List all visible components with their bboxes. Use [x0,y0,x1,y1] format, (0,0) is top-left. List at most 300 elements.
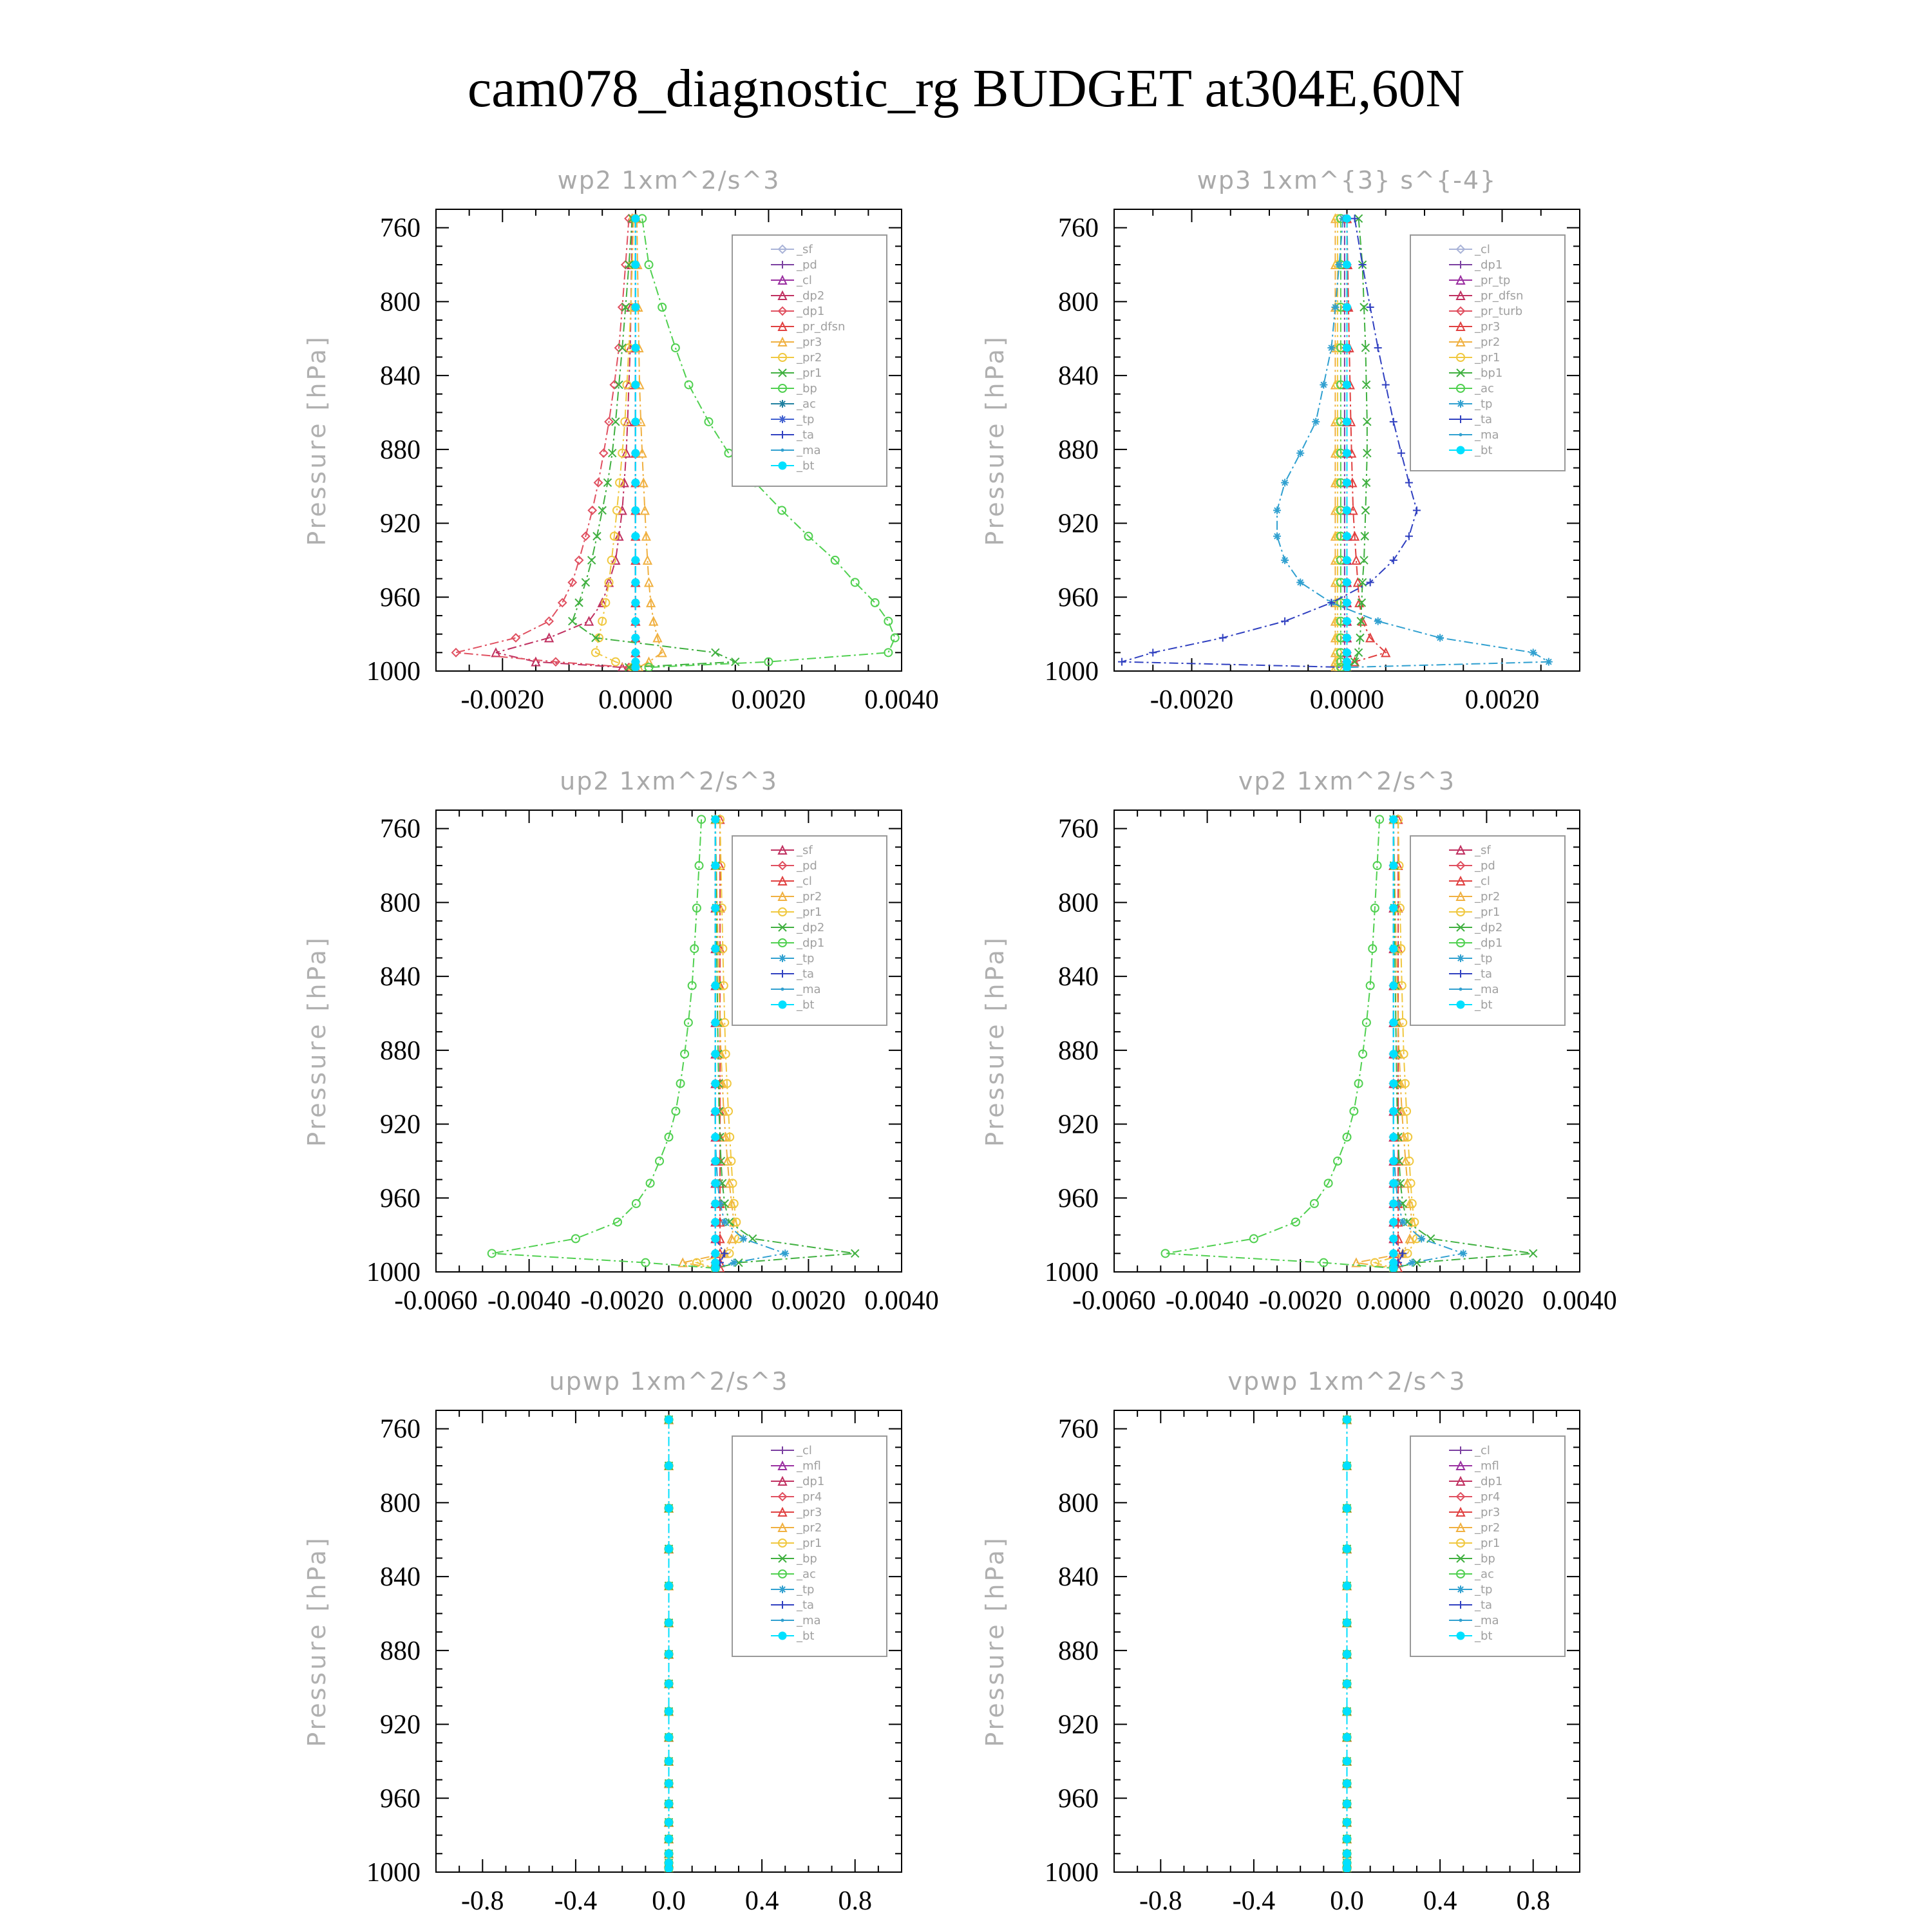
data-point [632,506,639,514]
legend-marker [1459,1619,1463,1622]
data-point [712,981,719,989]
legend [1410,235,1565,471]
legend-marker [1457,446,1464,454]
x-tick-label: -0.0020 [1150,685,1234,715]
legend-label: _pr2 [797,890,822,904]
legend-label: _ma [797,1614,821,1627]
legend-label: _dp1 [1475,258,1503,272]
legend-label: _cl [797,875,812,888]
data-point [1343,1545,1351,1553]
data-point [1343,634,1351,641]
panel-title: up2 1xm^2/s^3 [560,767,778,795]
legend-label: _ac [1475,382,1494,395]
legend-label: _tp [797,952,815,965]
data-point [1343,450,1351,457]
data-point [632,450,639,457]
y-tick-label: 920 [380,509,421,539]
data-point [665,1819,673,1826]
x-tick-label: 0.0020 [1464,685,1540,715]
data-point [665,1800,673,1808]
panel-title: wp2 1xm^2/s^3 [557,166,781,194]
legend-label: _bp [797,382,817,395]
y-axis-label: Pressure [hPa] [981,334,1009,546]
data-point [632,599,639,607]
legend-label: _dp2 [1475,921,1503,934]
panel-title: vp2 1xm^2/s^3 [1238,767,1456,795]
x-tick-label: 0.0 [652,1886,686,1916]
legend-label: _pr1 [1475,905,1501,919]
x-tick-label: -0.0020 [460,685,545,715]
legend-label: _tp [1475,952,1493,965]
data-point [1390,1107,1397,1115]
y-tick-label: 840 [1058,1562,1099,1593]
x-tick-label: -0.0020 [580,1286,664,1316]
y-axis-label: Pressure [hPa] [303,334,331,546]
legend-label: _bp [1475,1552,1495,1566]
data-point [1390,815,1397,823]
data-point [1273,533,1281,540]
legend-label: _pr3 [1475,1506,1501,1519]
data-point [1343,1582,1351,1589]
x-tick-label: 0.0040 [864,685,939,715]
data-point [1343,1462,1351,1470]
y-tick-label: 1000 [366,1258,421,1287]
legend [732,235,887,486]
data-point [1390,981,1397,989]
data-point [712,815,719,823]
x-tick-label: 0.8 [1516,1886,1550,1916]
data-point [712,945,719,952]
data-point [632,618,639,625]
x-tick-label: 0.0020 [731,685,806,715]
data-point [712,904,719,912]
data-point [1390,1019,1397,1027]
data-point [1390,1050,1397,1058]
x-tick-label: -0.0040 [1165,1286,1249,1316]
data-point [632,649,639,656]
y-tick-label: 920 [1058,1710,1099,1740]
data-point [1343,381,1351,388]
data-point [1343,1864,1351,1872]
y-axis-label: Pressure [hPa] [303,1535,331,1747]
y-tick-label: 760 [1058,814,1099,844]
y-tick-label: 880 [1058,1036,1099,1066]
y-tick-label: 920 [1058,1110,1099,1140]
data-point [632,344,639,352]
data-point [712,1157,719,1165]
data-point [1343,418,1351,426]
x-tick-label: -0.8 [461,1886,504,1916]
data-point [1390,1235,1397,1242]
data-point [712,1200,719,1208]
legend-label: _ta [1475,967,1493,981]
legend-label: _pr1 [1475,351,1501,365]
y-tick-label: 1000 [1045,1858,1099,1888]
data-point [1296,578,1304,586]
data-point [712,1249,719,1257]
legend-marker [781,449,784,452]
legend-label: _ta [797,428,815,442]
y-tick-label: 960 [380,1184,421,1214]
legend-label: _cl [1475,243,1490,256]
legend-label: _pr3 [797,1506,822,1519]
data-point [665,1619,673,1627]
x-tick-label: 0.0040 [1542,1286,1617,1316]
y-tick-label: 1000 [1045,657,1099,687]
data-point [1331,303,1339,311]
y-axis-label: Pressure [hPa] [303,935,331,1147]
legend-label: _sf [797,844,813,857]
data-point [632,261,639,269]
data-point [632,381,639,388]
y-tick-label: 800 [1058,287,1099,317]
legend-label: _dp2 [797,921,825,934]
legend-marker [779,415,786,423]
legend-label: _pr4 [1475,1490,1501,1504]
legend-label: _pr3 [797,336,822,349]
data-point [1343,1504,1351,1512]
y-tick-label: 960 [1058,1784,1099,1814]
legend-marker [1457,1001,1464,1009]
x-tick-label: -0.0020 [1258,1286,1342,1316]
data-point [632,578,639,586]
legend-marker [781,1619,784,1622]
data-point [632,634,639,641]
data-point [1343,663,1351,671]
legend-label: _mfl [797,1459,821,1473]
y-tick-label: 760 [380,814,421,844]
y-tick-label: 840 [380,1562,421,1593]
legend-label: _pr_tp [1475,274,1511,287]
legend-marker [1457,954,1464,962]
panel-title: upwp 1xm^2/s^3 [549,1367,789,1396]
data-point [1530,649,1537,656]
data-point [665,1835,673,1842]
legend-label: _pr2 [1475,336,1501,349]
legend-marker [1457,1632,1464,1640]
legend [732,836,887,1025]
data-point [1343,1651,1351,1658]
legend [1410,836,1565,1025]
data-point [712,1050,719,1058]
data-point [1390,1133,1397,1141]
data-point [665,1734,673,1741]
y-tick-label: 840 [1058,962,1099,992]
y-tick-label: 960 [380,1784,421,1814]
x-tick-label: -0.8 [1139,1886,1182,1916]
data-point [1343,599,1351,607]
data-point [1390,945,1397,952]
data-point [712,1133,719,1141]
legend-label: _pr1 [797,366,822,380]
x-tick-label: -0.0040 [487,1286,571,1316]
legend-marker [1459,433,1463,437]
legend-label: _pd [797,859,817,873]
y-tick-label: 760 [380,1414,421,1444]
data-point [781,1249,789,1257]
y-tick-label: 880 [1058,1636,1099,1666]
legend-label: _dp1 [797,305,825,318]
legend-label: _pr2 [1475,1521,1501,1535]
data-point [1343,1779,1351,1787]
data-point [712,862,719,869]
legend-marker [779,1632,786,1640]
data-point [1343,478,1351,486]
data-point [665,1416,673,1423]
data-point [712,1079,719,1087]
legend-marker [781,988,784,991]
data-point [1390,1157,1397,1165]
legend-label: _dp1 [797,1475,825,1488]
data-point [739,1235,747,1242]
legend-label: _tp [1475,397,1493,411]
legend-label: _tp [1475,1583,1493,1596]
data-point [712,1107,719,1115]
main-title: cam078_diagnostic_rg BUDGET at304E,60N [467,59,1465,118]
legend-label: _pr2 [797,1521,822,1535]
legend-label: _pr1 [797,905,822,919]
legend [732,1436,887,1656]
data-point [1390,862,1397,869]
data-point [1343,556,1351,564]
data-point [665,1582,673,1589]
data-point [712,1218,719,1226]
legend-label: _bp [797,1552,817,1566]
y-tick-label: 880 [380,1636,421,1666]
legend-label: _pd [797,258,817,272]
data-point [1343,261,1351,269]
data-point [1273,506,1281,514]
legend-marker [1457,1586,1464,1593]
legend-label: _cl [1475,875,1490,888]
legend-label: _ac [797,1567,816,1581]
data-point [1390,1079,1397,1087]
legend-label: _dp1 [1475,936,1503,950]
legend-label: _ma [1475,1614,1499,1627]
data-point [1343,1707,1351,1715]
legend-label: _pd [1475,859,1495,873]
x-tick-label: 0.0000 [598,685,673,715]
data-point [665,1707,673,1715]
legend-label: _mfl [1475,1459,1499,1473]
data-point [1343,506,1351,514]
y-tick-label: 880 [1058,435,1099,465]
x-tick-label: 0.4 [744,1886,779,1916]
legend-label: _ta [797,1598,815,1612]
y-tick-label: 920 [1058,509,1099,539]
data-point [1343,1819,1351,1826]
data-point [721,1218,728,1226]
y-tick-label: 1000 [1045,1258,1099,1287]
data-point [665,1545,673,1553]
data-point [665,1864,673,1872]
data-point [1390,1264,1397,1272]
y-tick-label: 840 [1058,361,1099,392]
data-point [1343,1416,1351,1423]
data-point [632,533,639,540]
data-point [712,1235,719,1242]
y-tick-label: 760 [1058,213,1099,243]
y-axis-label: Pressure [hPa] [981,935,1009,1147]
data-point [1343,533,1351,540]
legend-label: _ma [797,444,821,457]
x-tick-label: 0.0020 [771,1286,846,1316]
legend-label: _tp [797,1583,815,1596]
y-tick-label: 800 [380,888,421,918]
data-point [712,1179,719,1187]
data-point [665,1504,673,1512]
x-tick-label: 0.0000 [1309,685,1385,715]
legend-label: _dp1 [1475,1475,1503,1488]
data-point [1390,1249,1397,1257]
data-point [1343,1850,1351,1857]
legend-label: _bt [797,1629,815,1643]
legend-label: _bt [797,998,815,1012]
legend-label: _bt [1475,1629,1493,1643]
y-tick-label: 760 [380,213,421,243]
y-tick-label: 800 [380,287,421,317]
data-point [1343,1835,1351,1842]
data-point [1281,478,1289,486]
data-point [1390,1218,1397,1226]
legend-label: _ma [1475,428,1499,442]
y-tick-label: 840 [380,962,421,992]
y-tick-label: 920 [380,1710,421,1740]
legend-label: _ta [1475,413,1493,426]
data-point [730,1259,738,1267]
legend-label: _pr_turb [1475,305,1523,318]
y-axis-label: Pressure [hPa] [981,1535,1009,1747]
data-point [712,1019,719,1027]
data-point [632,418,639,426]
x-tick-label: -0.0060 [394,1286,478,1316]
legend-label: _pr_dfsn [1475,289,1524,303]
data-point [1343,1680,1351,1687]
x-tick-label: 0.0000 [1356,1286,1431,1316]
panel-title: vpwp 1xm^2/s^3 [1227,1367,1466,1396]
data-point [665,1462,673,1470]
y-tick-label: 880 [380,435,421,465]
legend-label: _sf [797,243,813,256]
legend-label: _ac [797,397,816,411]
legend [1410,1436,1565,1656]
y-tick-label: 960 [380,583,421,613]
x-tick-label: 0.0000 [678,1286,753,1316]
legend-label: _cl [1475,1444,1490,1457]
data-point [665,1850,673,1857]
data-point [712,1264,719,1272]
y-tick-label: 800 [1058,888,1099,918]
data-point [665,1779,673,1787]
data-point [632,214,639,222]
y-tick-label: 800 [1058,1488,1099,1519]
data-point [1343,1800,1351,1808]
data-point [1399,1218,1406,1226]
legend-marker [1457,400,1464,408]
legend-label: _ta [797,967,815,981]
data-point [1390,1179,1397,1187]
legend-label: _ta [1475,1598,1493,1612]
legend-label: _dp2 [797,289,825,303]
data-point [632,556,639,564]
y-tick-label: 880 [380,1036,421,1066]
panel-title: wp3 1xm^{3} s^{-4} [1197,166,1497,194]
y-tick-label: 760 [1058,1414,1099,1444]
legend-marker [779,400,786,408]
data-point [1390,904,1397,912]
legend-label: _bt [797,459,815,473]
legend-label: _bt [1475,998,1493,1012]
data-point [1343,214,1351,222]
legend-label: _sf [1475,844,1491,857]
data-point [1343,1619,1351,1627]
legend-marker [779,1001,786,1009]
y-tick-label: 1000 [366,657,421,687]
data-point [1343,618,1351,625]
x-tick-label: -0.4 [1232,1886,1276,1916]
data-point [1343,578,1351,586]
data-point [1343,344,1351,352]
data-point [632,663,639,671]
data-point [632,303,639,311]
x-tick-label: 0.0 [1330,1886,1364,1916]
data-point [1281,556,1289,564]
legend-label: _pr2 [797,351,822,365]
legend-label: _pr2 [1475,890,1501,904]
x-tick-label: 0.0020 [1449,1286,1524,1316]
legend-marker [779,954,786,962]
data-point [1417,1235,1425,1242]
data-point [632,478,639,486]
x-tick-label: 0.4 [1423,1886,1457,1916]
legend-label: _ma [797,983,821,996]
legend-label: _pr_dfsn [797,320,846,334]
x-tick-label: -0.4 [554,1886,598,1916]
y-tick-label: 1000 [366,1858,421,1888]
data-point [1343,303,1351,311]
x-tick-label: 0.8 [838,1886,872,1916]
data-point [1459,1249,1467,1257]
x-tick-label: -0.0060 [1072,1286,1156,1316]
legend-marker [779,462,786,469]
y-tick-label: 800 [380,1488,421,1519]
data-point [1296,450,1304,457]
data-point [1343,1734,1351,1741]
legend-label: _ac [1475,1567,1494,1581]
y-tick-label: 960 [1058,1184,1099,1214]
legend-label: _cl [797,274,812,287]
data-point [1390,1200,1397,1208]
legend-label: _pr1 [1475,1537,1501,1550]
legend-marker [779,1586,786,1593]
legend-marker [1459,988,1463,991]
legend-label: _cl [797,1444,812,1457]
legend-label: _pr1 [797,1537,822,1550]
y-tick-label: 920 [380,1110,421,1140]
data-point [1343,1757,1351,1765]
legend-label: _pr3 [1475,320,1501,334]
legend-label: _tp [797,413,815,426]
data-point [665,1651,673,1658]
data-point [1343,649,1351,656]
x-tick-label: 0.0040 [864,1286,939,1316]
y-tick-label: 960 [1058,583,1099,613]
legend-label: _ma [1475,983,1499,996]
legend-label: _bt [1475,444,1493,457]
y-tick-label: 840 [380,361,421,392]
legend-label: _pr4 [797,1490,822,1504]
legend-label: _dp1 [797,936,825,950]
